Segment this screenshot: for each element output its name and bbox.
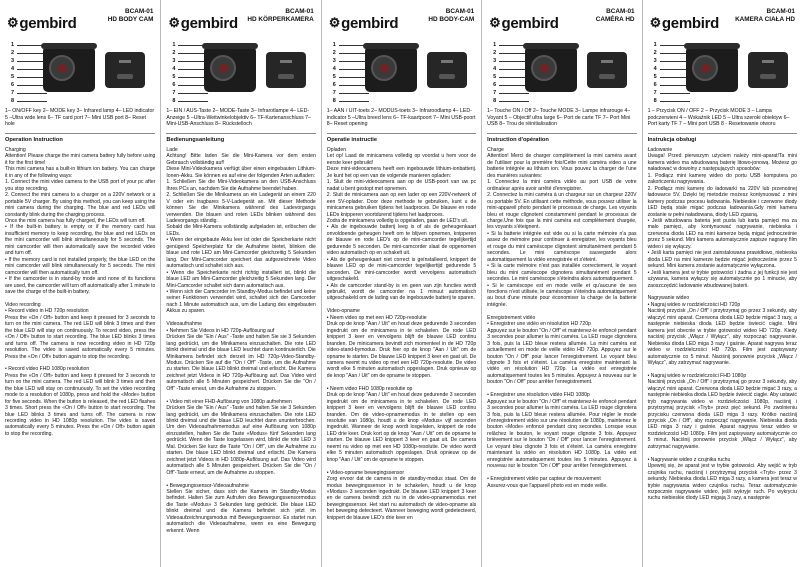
- callout-label: 1: [172, 42, 176, 48]
- camera-lens: [692, 55, 718, 81]
- callout-numbers: [11, 42, 45, 102]
- instruction-text: Opladen Let op! Laad de minicamera volledig op voordat u hem voor de eerste keer gebruikt! Deze mini-videocamera heeft een ingebouwde lithium-ionbatterij. Je kunt het op een van de volgende manieren opladen: 1. Sluit de mini-videocamera aan op de USB-poort van uw pc nadat u bent gestopt met opnemen. 2. Sluit de minicamera aan op een lader op een 220V-netwerk of een 5V-oplader. Door deze methode te gebruiken, kunt u de minicamera gebruiken tijdens het laadproces. De blauwe en rode LEDs knipperen voortdurend tijdens het laadproces. Zodra de minicamera volledig is opgeladen, gaan de LED's uit. • Als de ingebouwde batterij leeg is of als de geheugenkaart onvoldoende geheugen heeft om te blijven opnemen, knipperen de blauwe en rode LED's op de mini-camcorder tegelijkertijd gedurende 5 seconden. De mini-camcorder slaat de opgenomen video automatisch op en schakelt uit. • Als de geheugenkaart niet correct is geïnstalleerd, knippert de blauwe LED op de mini-camcorder tegelijkertijd gedurende 5 seconden. De mini-camcorder wordt vervolgens automatisch uitgeschakeld. • Als de camcorder stand-by is en geen van zijn functies wordt gebruikt, wordt de camcorder na 1 minuut automatisch uitgeschakeld om de lading van de ingebouwde batterij te sparen. Video-opname • Neem video op met een HD 720p-resolutie Druk op de knop "Aan / Uit" en houd deze gedurende 3 seconden ingedrukt om de minicamera in te schakelen. De rode LED knippert 3 keer en vervolgens blijft de blauwe LED continu branden. De minicamera bevindt zich momenteel in de HD 720p video-stand-bymodus. Druk hier op de knop "Aan / Uit" om de opname te starten. De blauwe LED knippert 3 keer en gaat uit. De camera neemt nu video op met een HD 720p-resolutie. De video wordt elke 5 minuten automatisch opgeslagen. Druk opnieuw op de knop "Aan / Uit" om de opname te stoppen. • Neem video FHD 1080p resolutie op Druk op de knop "Aan / Uit" en houd deze gedurende 3 seconden ingedrukt om de minicamera in te schakelen. De rode LED knippert 3 keer en vervolgens blijft de blauwe LED continu branden. Om de video-opnamemodus in te stellen op een resolutie van 1080p, houdt u de knop «Modus» vijf seconden ingedrukt. Wanneer de knop wordt losgelaten, knippert de rode LED drie keer. Druk kort op de knop "Aan / Uit" om de opname te starten. De blauwe LED knippert 3 keer en gaat uit. De camera neemt nu video op met een HD 1080p-resolutie. De video wordt elke 5 minuten automatisch opgeslagen. Druk opnieuw op de knop "Aan / Uit" om de opname te stoppen. • Video-opname bewegingssensor Zorg ervoor dat de camera in de standby-modus staat. Om de modus bewegingssensor in te schakelen, houdt u de knop «Modus» 3 seconden ingedrukt. De blauwe LED knippert 3 keer en de camera bevindt zich nu in de video-opnamemodus met bewegingssensor. Het start nu automatisch de video-opname als het beweging detecteert. Wanneer beweging wordt gedetecteerd, knippert de blauwe LED's drie keer en: [326, 147, 477, 521]
- camera-side-image: [266, 52, 306, 88]
- callout-line: [17, 101, 47, 102]
- product-subtitle: KAMERA CIAŁA HD: [735, 16, 795, 23]
- usb-port: [278, 74, 294, 79]
- parts-legend: 1– AAN / UIT-toets 2– MODUS-toets 3– Infraroodlamp 4– LED-indicator 5 –Ultra breed lens 6– TF-kaartpoort 7– Mini USB-poort 8– Reset opening: [326, 108, 476, 128]
- camera-side-image: [587, 52, 627, 88]
- callout-label: 3: [493, 58, 497, 64]
- brand-logo: [329, 15, 398, 32]
- camera-side-image: [427, 52, 467, 88]
- callout-label: 6: [332, 82, 336, 88]
- language-column-pl: [642, 0, 802, 567]
- model-number: BCAM-01: [124, 8, 154, 15]
- callout-numbers: [172, 42, 206, 102]
- divider: [487, 133, 636, 134]
- column-header: [166, 6, 315, 36]
- brand-name: gembird: [341, 15, 399, 32]
- callout-label: 5: [653, 74, 657, 80]
- camera-top-button: [202, 43, 258, 49]
- callout-label: 5: [493, 74, 497, 80]
- model-number: BCAM-01: [766, 8, 795, 15]
- section-title: Operation Instruction: [5, 137, 63, 143]
- camera-side-image: [748, 52, 788, 88]
- callout-label: 4: [11, 66, 15, 72]
- camera-lens: [531, 55, 557, 81]
- callout-label: 8: [493, 98, 497, 104]
- instruction-text: Lade Achtung! Bitte laden Sie die Mini-Kamera vor dem ersten Gebrauch vollständig auf! Diese Mini-Videokamera verfügt über einen eingebauten Lithium-Ionen-Akku. Sie können es auf eine der folgenden Arten aufladen: 1. Schließen Sie die Mini-Videokamera an den USB-Anschluss Ihres PCs an, nachdem Sie die Aufnahme beendet haben. 2. Schließen Sie die Minikamera an ein Ladegerät an einem 220 V oder ein tragbares 5-V-Ladegerät an. Mit dieser Methode können Sie die Minikamera während des Ladevorgangs verwenden. Die blauen und roten LEDs blinken während des Ladevorgangs ständig. Sobald die Mini-Kamera vollständig aufgeladen ist, erlöschen die LEDs. • Wenn der eingebaute Akku leer ist oder die Speicherkarte nicht genügend Speicherplatz für die Aufnahme bietet, blinken die blaue und rote LED am Mini-Camcorder gleichzeitig 5 Sekunden lang. Der Mini-Camcorder speichert das aufgezeichnete Video automatisch und schaltet sich aus. • Wenn die Speicherkarte nicht richtig installiert ist, blinkt die blaue LED am Mini-Camcorder gleichzeitig 5 Sekunden lang. Der Mini-Camcorder schaltet sich dann automatisch aus. • Wenn sich der Camcorder im Standby-Modus befindet und keine seiner Funktionen verwendet wird, schaltet sich der Camcorder nach 1 Minute automatisch aus, um die Ladung des eingebauten Akkus zu sparen. Videoaufnahme • Nehmen Sie Videos in HD 720p-Auflösung auf Drücken Sie die "Ein / Aus" -Taste und halten Sie sie 3 Sekunden lang gedrückt, um die Minikamera einzuschalten. Die rote LED blinkt dreimal und die blaue LED leuchtet dann kontinuierlich. Die Minikamera befindet sich derzeit im HD 720p-Video-Standby-Modus. Drücken Sie auf die "On / Off" -Taste, um die Aufnahme zu starten. Die blaue LED blinkt dreimal und erlischt. Die Kamera zeichnet jetzt Videos in HD 720p-Auflösung auf. Das Video wird automatisch alle 5 Minuten gespeichert. Drücken Sie die "On / Off" -Taste erneut, um die Aufnahme zu stoppen. • Video mit einer FHD-Auflösung von 1080p aufnehmen Drücken Sie die "Ein / Aus" -Taste und halten Sie sie 3 Sekunden lang gedrückt, um die Minikamera einzuschalten. Die rote LED blinkt dreimal und die blaue LED leuchtet dann ununterbrochen. Um den Videoaufnahmemodus auf eine Auflösung von 1080p einzustellen, halten Sie die Taste «Modus» fünf Sekunden lang gedrückt. Wenn die Taste losgelassen wird, blinkt die rote LED 3 Mal. Drücken Sie kurz die Taste "On / Off", um die Aufnahme zu starten. Die blaue LED blinkt dreimal und erlischt. Die Kamera zeichnet jetzt Videos in HD 1080p-Auflösung auf. Das Video wird automatisch alle 5 Minuten gespeichert. Drücken Sie die "On / Off"-Taste erneut, um die Aufnahme zu stoppen. • Bewegungssensor-Videoaufnahme Stellen Sie sicher, dass sich die Kamera im Standby-Modus befindet. Halten Sie zum Aufrufen des Bewegungssensormodus die Taste «Modus» 3 Sekunden lang gedrückt. Die blaue LED blinkt dreimal und die Kamera befindet sich jetzt im Videoaufzeichnungsmodus mit Bewegungssensor. Es startet nun automatisch die Videoaufnahme, wenn es eine Bewegung erkennt. Wenn: [166, 147, 316, 534]
- callout-label: 4: [332, 66, 336, 72]
- usb-port: [117, 74, 133, 79]
- callout-line: [499, 93, 529, 94]
- camera-top-button: [684, 43, 740, 49]
- language-column-fr: [481, 0, 641, 567]
- divider: [166, 133, 315, 134]
- camera-diagram: [648, 38, 797, 106]
- camera-top-button: [363, 43, 419, 49]
- brand-name: gembird: [661, 15, 719, 32]
- section-title: Operatie instructie: [326, 137, 378, 143]
- camera-lens: [49, 55, 75, 81]
- parts-legend: 1– Touche ON / Off 2– Touche MODE 3– Lampe infrarouge 4– Voyant 5 – Objectif ultra large 6– Port de carte TF 7– Port Mini USB 8– Trou de réinitialisation: [487, 108, 631, 128]
- callout-label: 7: [172, 90, 176, 96]
- section-title: Instruction d'opération: [487, 137, 549, 143]
- callout-label: 8: [172, 98, 176, 104]
- callout-label: 7: [653, 90, 657, 96]
- language-column-de: [160, 0, 320, 567]
- gear-icon: ⚙: [489, 15, 501, 30]
- column-header: [327, 6, 476, 36]
- camera-diagram: [327, 38, 476, 106]
- callout-label: 7: [493, 90, 497, 96]
- callout-label: 5: [172, 74, 176, 80]
- column-header: [648, 6, 797, 36]
- callout-label: 4: [172, 66, 176, 72]
- card-slot: [280, 60, 292, 63]
- section-title: Bedienungsanleitung: [166, 137, 225, 143]
- callout-label: 5: [11, 74, 15, 80]
- model-number: BCAM-01: [445, 8, 475, 15]
- camera-top-button: [41, 43, 97, 49]
- camera-front-image: [43, 46, 95, 92]
- model-heading: [428, 8, 474, 24]
- gear-icon: ⚙: [7, 15, 19, 30]
- parts-legend: 1– EIN / AUS-Taste 2– MODE-Taste 3– Infrarotlampe 4– LED-Anzeige 5 –Ultra-Weitwinkelobjektiv 6– TF-Kartenanschluss 7– Mini-USB-Anschluss 8– Rückstelloch: [166, 108, 311, 128]
- callout-label: 2: [11, 50, 15, 56]
- callout-label: 8: [653, 98, 657, 104]
- callout-label: 3: [172, 58, 176, 64]
- camera-lens: [371, 55, 397, 81]
- callout-label: 1: [11, 42, 15, 48]
- product-subtitle: CAMÉRA HD: [595, 16, 635, 23]
- callout-label: 6: [653, 82, 657, 88]
- usb-port: [439, 74, 455, 79]
- callout-label: 5: [332, 74, 336, 80]
- camera-front-image: [204, 46, 256, 92]
- camera-diagram: [5, 38, 155, 106]
- model-number: BCAM-01: [285, 8, 314, 15]
- camera-front-image: [365, 46, 417, 92]
- callout-label: 7: [11, 90, 15, 96]
- callout-label: 8: [11, 98, 15, 104]
- model-heading: [247, 8, 313, 24]
- camera-diagram: [166, 38, 315, 106]
- camera-lens: [210, 55, 236, 81]
- camera-top-button: [523, 43, 579, 49]
- brand-name: gembird: [501, 15, 559, 32]
- model-number: BCAM-01: [606, 8, 635, 15]
- callout-label: 2: [653, 50, 657, 56]
- callout-label: 2: [493, 50, 497, 56]
- callout-label: 6: [172, 82, 176, 88]
- brand-logo: [489, 15, 558, 32]
- divider: [648, 133, 797, 134]
- card-slot: [441, 60, 453, 63]
- callout-label: 8: [332, 98, 336, 104]
- column-header: [487, 6, 636, 36]
- model-heading: [108, 8, 154, 24]
- callout-label: 4: [493, 66, 497, 72]
- callout-line: [178, 101, 208, 102]
- callout-label: 1: [332, 42, 336, 48]
- callout-label: 7: [332, 90, 336, 96]
- callout-label: 2: [332, 50, 336, 56]
- usb-port: [760, 74, 776, 79]
- brand-name: gembird: [180, 15, 238, 32]
- callout-numbers: [333, 42, 367, 102]
- model-heading: [735, 8, 795, 24]
- camera-front-image: [525, 46, 577, 92]
- callout-numbers: [493, 42, 527, 102]
- gear-icon: ⚙: [168, 15, 180, 30]
- language-column-nl: [321, 0, 481, 567]
- callout-label: 6: [11, 82, 15, 88]
- callout-line: [660, 101, 690, 102]
- instruction-text: Charging Attention! Please charge the mini camera battery fully before using it for the first time! This mini camera has a built-in lithium ion battery. You can charge it in any of the following ways: 1. Connect the mini video camera to the USB port of your pc after you stop recording. 2. Connect the mini camera to a charger on a 220V network or a portable 5V charger. By using this method, you can keep using the mini camera during the charging. The blue and red LEDs will constantly blink during the charging process. Once the mini camera has fully charged, the LEDs will turn off. • If the built-in battery is empty or if the memory card has insufficient memory to keep recording, the blue and red LEDs on the mini camcorder will blink simultaneously for 5 seconds. The mini camcorder will then automatically save the recorded video and turn off. • If the memory card is not installed properly, the blue LED on the mini camcorder will blink simultaneously for 5 seconds. The mini camcorder will then automatically turn off. • If the camcorder is in stand-by mode and none of its functions are used, the camcorder will turn off automatically after 1 minute to save the charge of the built-in battery. Video recording • Record video in HD 720p resolution Press the «On / Off» button and keep it pressed for 3 seconds to turn on the mini camera. The red LED will blink 3 times and then the blue LED will stay on continuously. To record video, press the «On / Off» button to start recording. The blue LED blinks 3 times and turns off. The camera is now recording video in HD 720p resolution. The video is saved automatically every 5 minutes. Press the «On / Off» button again to stop the recording. • Record video FHD 1080p resolution Press the «On / Off» button and keep it pressed for 3 seconds to turn on the mini camera. The red LED will blink 3 times and then the blue LED will stay on continuously. To set the video recording mode to a resolution of 1080p, press and hold the «Mode» button for five seconds. When the button is released, the red LED flashes 3 times. Short press the «On / Off» button to start recording. The blue LED blinks 3 times and turns off. The camera is now recording video in HD 1080p resolution. The video is saved automatically every 5 minutes. Press the «On / Off» button again to stop the recording.: [5, 147, 156, 437]
- divider: [5, 133, 155, 134]
- camera-diagram: [487, 38, 636, 106]
- camera-front-image: [686, 46, 738, 92]
- brand-name: gembird: [19, 15, 77, 32]
- callout-label: 3: [332, 58, 336, 64]
- callout-label: 3: [653, 58, 657, 64]
- brand-logo: [168, 15, 237, 32]
- callout-label: 1: [653, 42, 657, 48]
- callout-line: [339, 93, 369, 94]
- product-subtitle: HD KÖRPERKAMERA: [247, 16, 314, 23]
- brand-logo: [7, 15, 76, 32]
- instruction-text: Ładowanie Uwaga! Przed pierwszym użyciem należy mini-aparat!Ta mini kamera wideo ma wbudowaną baterię litowo-jonową. Możesz go naładować w dowolny z następujących sposobów: 1. Podłącz mini kamerę wideo do portu USB komputera po zakończeniu nagrywania. 2. Podłącz mini kamerę do ładowarki na 220V lub przenośnej ładowarce 5V. Dzięki tej metodzie możesz kontynuować z mini kamery podczas procesu ładowania. Niebieskie i czerwone diody LED będą stale migać podczas ładowania.Gdy mini kamera zostanie w pełni naładowana, diody LED zgasną. • Jeśli wbudowana bateria jest pusta lub karta pamięci ma za mało pamięci, aby kontynuować nagrywanie, niebieska i czerwona dioda LED na mini kamerze będą migać jednocześnie przez 5 sekund. Mini kamera automatycznie zapisze nagrany film wideo i się wyłączy. • Jeśli karta pamięci nie jest zainstalowana prawidłowo, niebieska dioda LED na mini kamerze będzie migać jednocześnie przez 5 sekund. Mini kamera zostanie automatycznie wyłączona. • Jeśli kamera jest w trybie gotowości i żadna z jej funkcji nie jest używana, kamera wyłączy się automatycznie po 1 minucie, aby zaoszczędzić ładowanie wbudowanej baterii. Nagrywanie wideo • Nagraj wideo w rozdzielczości HD 720p Naciśnij przycisk „On / Off” i przytrzymaj go przez 3 sekundy, aby włączyć mini aparat. Czerwona dioda LED będzie migać 3 razy, a następnie niebieska dioda LED będzie świecić ciągle. Mini kamera jest obecnie w trybie gotowości wideo HD 720p. Kiedy naciśnij przycisk „Włącz / Wyłącz”, aby rozpocząć nagrywanie. Niebieska dioda LED miga 3 razy i gaśnie. Aparat nagrywa teraz wideo w rozdzielczości HD 720p. Film jest zapisywany automatycznie co 5 minut. Naciśnij ponownie przycisk „Włącz / Wyłącz”, aby zatrzymać nagrywanie. • Nagraj wideo w rozdzielczości FHD 1080p Naciśnij przycisk „On / Off” i przytrzymaj go przez 3 sekundy, aby włączyć mini aparat. Czerwona dioda LED będzie migać 3 razy, a następnie niebieska dioda LED będzie świecić ciągle. Aby ustawić tryb nagrywania wideo w rozdzielczości 1080p, naciśnij i przytrzymaj przycisk «Tryb» przez pięć sekund. Po zwolnieniu przycisku czerwona dioda LED miga 3 razy. Krótko naciśnij przycisk „On / Off”, aby rozpocząć nagrywanie. Niebieska dioda LED miga 3 razy i gaśnie. Aparat nagrywa teraz wideo w rozdzielczości HD 1080p. Film jest zapisywany automatycznie co 5 minut. Naciśnij ponownie przycisk „Włącz / Wyłącz”, aby zatrzymać nagrywanie. • Nagrywanie wideo z czujnika ruchu Upewnij się, że aparat jest w trybie gotowości. Aby wejść w tryb czujnika ruchu, naciśnij i przytrzymaj przycisk «Tryb» przez 3 sekundy. Niebieska dioda LED miga 3 razy, a kamera jest teraz w trybie nagrywania wideo czujnika ruchu. Teraz automatycznie rozpocznie nagrywanie wideo, jeśli wykryje ruch. Po wykryciu ruchu niebieskie diody LED migają 3 razy, a następnie: [647, 147, 797, 502]
- parts-legend: 1– ON/OFF key 2– MODE key 3– Infrared lamp 4– LED indicator 5 –Ultra wide lens 6– TF card port 7– Mini USB port 8– Reset hole: [5, 108, 155, 128]
- callout-label: 6: [493, 82, 497, 88]
- callout-line: [499, 101, 529, 102]
- camera-side-image: [105, 52, 145, 88]
- parts-legend: 1 – Przycisk ON / OFF 2 – Przycisk MODE 3 – Lampa podczerwieni 4 – Wskaźnik LED 5 – Ultra szeroki obiektyw 6– Port karty TF 7 – Mini port USB 8 - Resetowanie otworu: [647, 108, 790, 128]
- divider: [327, 133, 476, 134]
- gear-icon: ⚙: [328, 15, 341, 30]
- brand-logo: [650, 15, 719, 32]
- callout-line: [339, 101, 369, 102]
- model-heading: [596, 8, 635, 24]
- callout-label: 3: [11, 58, 15, 64]
- usb-port: [599, 74, 615, 79]
- callout-label: 2: [172, 50, 176, 56]
- language-column-en: [0, 0, 160, 567]
- callout-line: [17, 93, 47, 94]
- card-slot: [119, 60, 131, 63]
- product-subtitle: HD BODY CAM: [107, 16, 154, 23]
- section-title: Instrukcja obsługi: [647, 137, 697, 143]
- callout-label: 1: [493, 42, 497, 48]
- callout-label: 4: [653, 66, 657, 72]
- instruction-text: Charge Attention! Merci de charger complètement la mini caméra avant de l'utiliser pour la première fois!Cette mini caméra video a une batterie intégrée au lithium ion. Vous pouvez la charger de l'une des manières suivantes: 1. Connectez la mini caméra vidéo au port USB de votre ordinateur après avoir arrêté d'enregistrer. 2. Connectez la mini caméra à un chargeur sur un chargeur 220V ou portable 5V. En utilisant cette méthode, vous pouvez utiliser la mini-appareil photo pendant le processus de charge. Les voyants bleu et rouge clignotent constamment pendant le processus de charge.Une fois que la mini caméra est complètement chargée, les voyants s'éteignent. • Si la batterie intégrée est vide ou si la carte mémoire n'a pas assez de mémoire pour continuer à enregistrer, les voyants bleu et rouge du mini caméscope clignotent simultanément pendant 5 secondes. Le mini caméscope sauvegarde alors automatiquement la vidéo enregistrée et s'éteint. • Si la carte mémoire n'est pas installée correctement, le voyant bleu du mini caméscope clignotera simultanément pendant 5 secondes. Le mini caméscope s'éteindra alors automatiquement. • Si le caméscope est en mode veille et qu'aucune de ses fonctions n'est utilisée, le caméscope s'éteindra automatiquement au bout d'une minute pour économiser la charge de la batterie intégrée. Enregistrement vidéo • Enregistrer une vidéo en résolution HD 720p Appuyez sur le bouton "On / Off" et maintenez-le enfoncé pendant 3 secondes pour allumer la mini caméra. La LED rouge clignotera 3 fois, puis la LED bleue restera allumée. La mini caméra est actuellement en mode de veille vidéo HD 720p. Appuyez sur le bouton "On / Off" pour lancer l'enregistrement. Le voyant bleu clignote 3 fois et s'éteint. La caméra enregistre maintenant la vidéo en résolution HD 720p. La vidéo est enregistrée automatiquement toutes les 5 minutes. Appuyez à nouveau sur le bouton "On / Off" pour arrêter l'enregistrement. • Enregistrer une résolution vidéo FHD 1080p Appuyez sur le bouton "On / Off" et maintenez-le enfoncé pendant 3 secondes pour allumer la mini caméra. La LED rouge clignotera 3 fois, puis la LED bleue restera allumée. Pour régler le mode d'enregistrement vidéo sur une résolution de 1080p, maintenez le bouton «Mode» enfoncé pendant cinq secondes. Lorsque vous relâchez le bouton, le voyant rouge clignote 3 fois. Appuyez brièvement sur le bouton "On / Off" pour lancer l'enregistrement. Le voyant bleu clignote 3 fois et s'éteint. La caméra enregistre maintenant la vidéo en résolution HD 1080p. La vidéo est enregistrée automatiquement toutes les 5 minutes. Appuyez à nouveau sur le bouton "On / Off" pour arrêter l'enregistrement. • Enregistrement vidéo par capteur de mouvement Assurez-vous que l'appareil photo est en mode veille.: [487, 147, 637, 489]
- card-slot: [601, 60, 613, 63]
- product-subtitle: HD BODY-CAM: [428, 16, 475, 23]
- card-slot: [762, 60, 774, 63]
- column-header: [5, 6, 155, 36]
- callout-line: [660, 93, 690, 94]
- callout-numbers: [654, 42, 688, 102]
- gear-icon: ⚙: [649, 15, 661, 30]
- callout-line: [178, 93, 208, 94]
